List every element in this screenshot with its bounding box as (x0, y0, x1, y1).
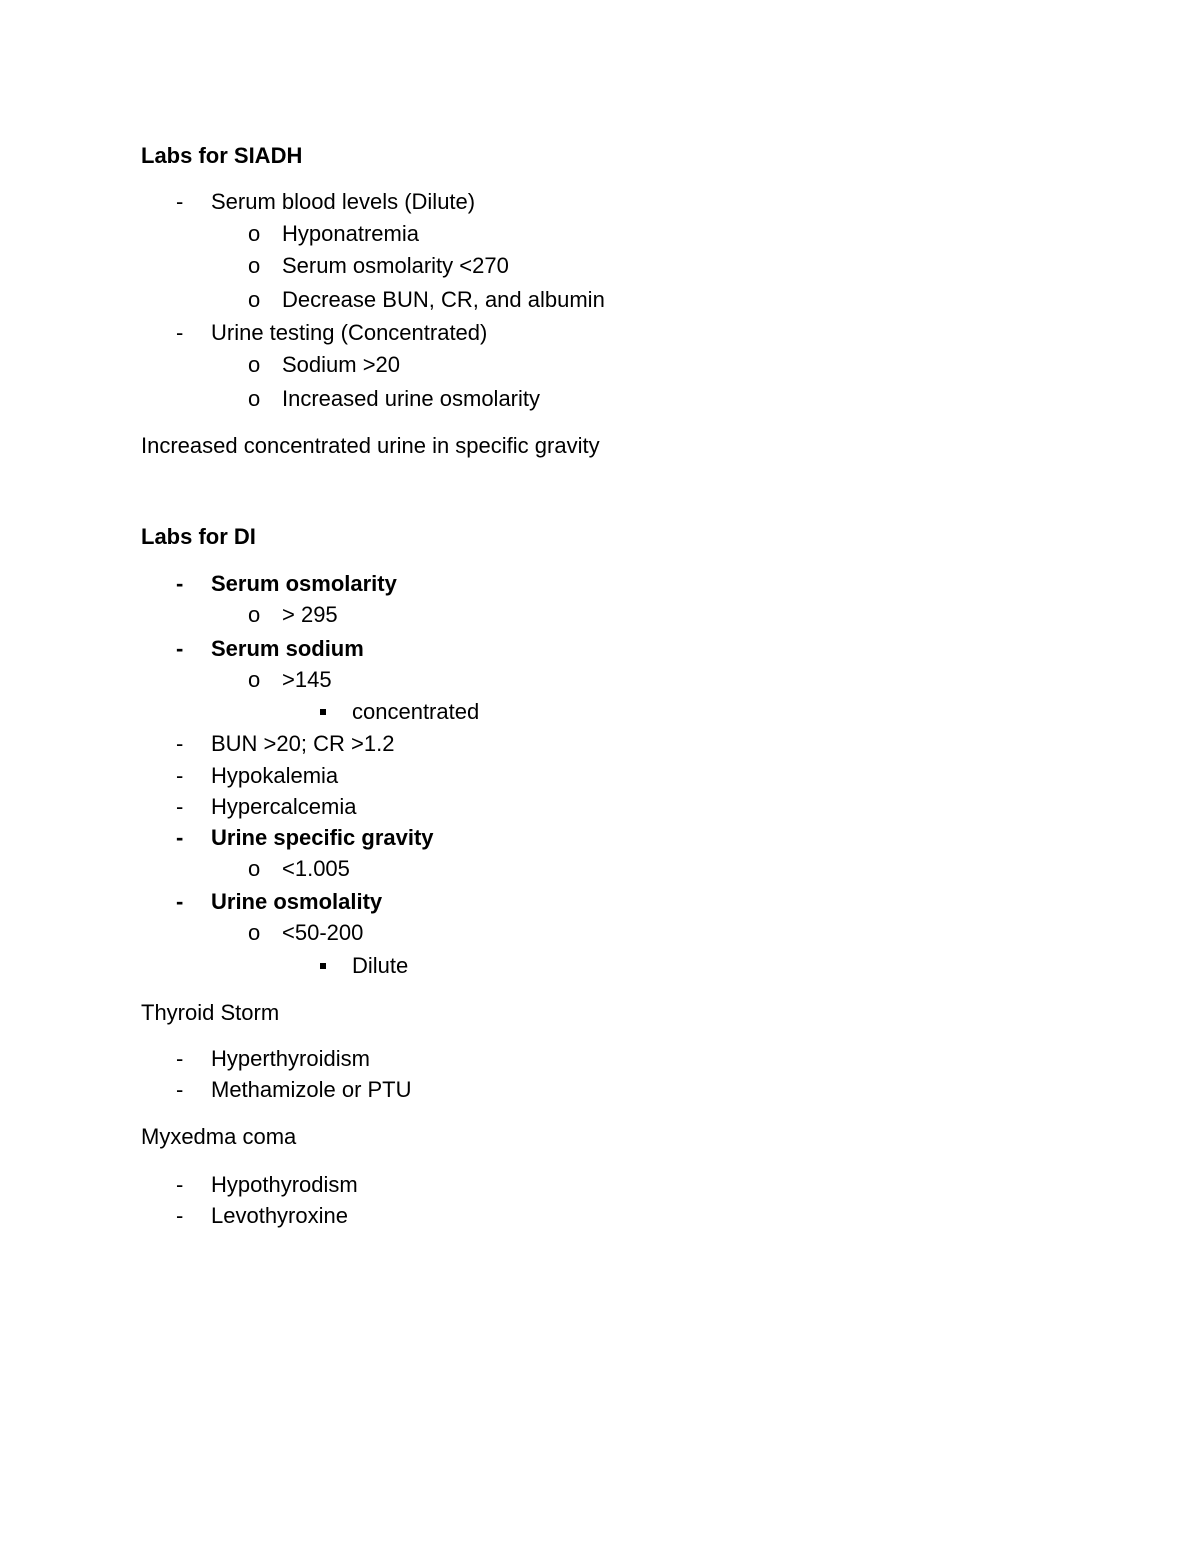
dash-bullet: - (176, 1046, 184, 1071)
circle-bullet: o (248, 386, 261, 411)
list-item: Serum osmolarity (211, 571, 397, 596)
list-item: BUN >20; CR >1.2 (211, 731, 395, 756)
circle-bullet: o (248, 667, 261, 692)
section-note: Increased concentrated urine in specific gravity (141, 433, 600, 458)
list-item: Increased urine osmolarity (282, 386, 541, 411)
list-item: >145 (282, 667, 332, 692)
circle-bullet: o (248, 920, 261, 945)
list-item: Serum blood levels (Dilute) (211, 189, 476, 214)
square-bullet-icon (320, 709, 326, 715)
section-heading-thyroid-storm: Thyroid Storm (141, 1000, 280, 1025)
list-item: Serum osmolarity <270 (282, 253, 509, 278)
list-item: Decrease BUN, CR, and albumin (282, 287, 605, 312)
list-item: <50-200 (282, 920, 364, 945)
dash-bullet: - (176, 889, 184, 914)
dash-bullet: - (176, 794, 184, 819)
list-item: concentrated (352, 699, 480, 724)
list-item: > 295 (282, 602, 338, 627)
list-item: Serum sodium (211, 636, 364, 661)
dash-bullet: - (176, 825, 184, 850)
section-heading-siadh: Labs for SIADH (141, 143, 303, 168)
dash-bullet: - (176, 763, 184, 788)
list-item: Urine osmolality (211, 889, 383, 914)
list-item: Hypokalemia (211, 763, 339, 788)
list-item: <1.005 (282, 856, 350, 881)
dash-bullet: - (176, 1172, 184, 1197)
circle-bullet: o (248, 602, 261, 627)
dash-bullet: - (176, 636, 184, 661)
circle-bullet: o (248, 287, 261, 312)
circle-bullet: o (248, 856, 261, 881)
dash-bullet: - (176, 571, 184, 596)
list-item: Urine specific gravity (211, 825, 434, 850)
dash-bullet: - (176, 1203, 184, 1228)
dash-bullet: - (176, 1077, 184, 1102)
list-item: Levothyroxine (211, 1203, 348, 1228)
circle-bullet: o (248, 253, 261, 278)
section-heading-myxedma-coma: Myxedma coma (141, 1124, 297, 1149)
list-item: Hyperthyroidism (211, 1046, 370, 1071)
circle-bullet: o (248, 352, 261, 377)
list-item: Hypercalcemia (211, 794, 357, 819)
section-heading-di: Labs for DI (141, 524, 256, 549)
dash-bullet: - (176, 189, 184, 214)
list-item: Hyponatremia (282, 221, 419, 246)
list-item: Dilute (352, 953, 409, 978)
list-item: Sodium >20 (282, 352, 401, 377)
list-item: Urine testing (Concentrated) (211, 320, 488, 345)
list-item: Hypothyrodism (211, 1172, 358, 1197)
circle-bullet: o (248, 221, 261, 246)
dash-bullet: - (176, 320, 184, 345)
list-item: Methamizole or PTU (211, 1077, 412, 1102)
square-bullet-icon (320, 963, 326, 969)
dash-bullet: - (176, 731, 184, 756)
